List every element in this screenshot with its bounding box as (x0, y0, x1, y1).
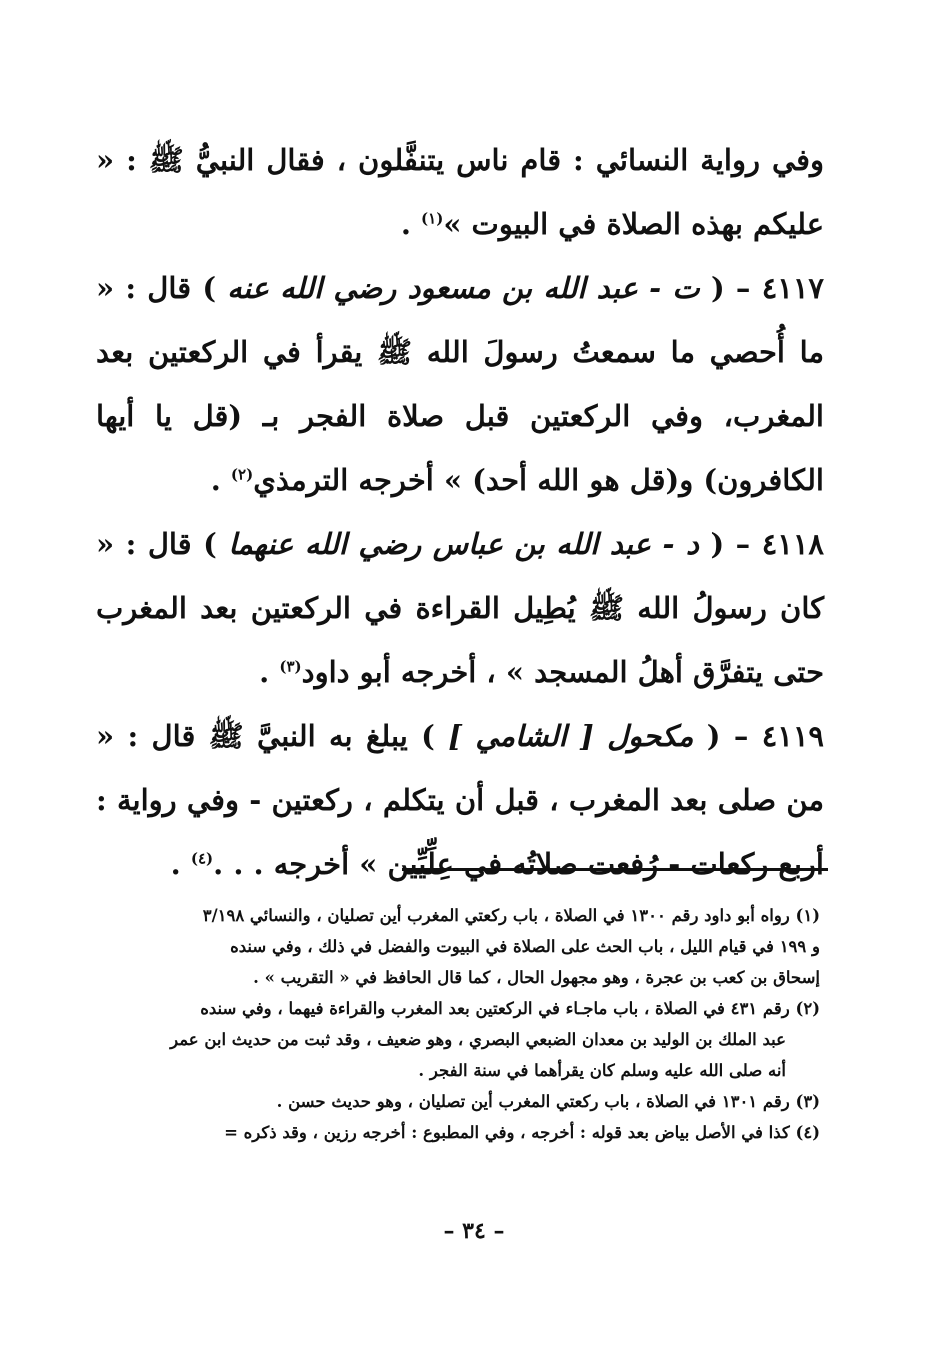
hadith-end: . (259, 655, 280, 689)
hadith-text: ) يبلغ به النبيَّ ﷺ قال : « من صلى بعد المغرب ، قبل أن يتكلم ، ركعتين - وفي رواية : أربع ركعات - رُفعت صلاتُه في عِلِّيِّين » أخرجه . . . (96, 719, 824, 881)
footnote-ref-2[interactable]: (٢) (230, 465, 254, 484)
hadith-dash: – ( (693, 719, 762, 753)
footnote-divider (402, 868, 828, 871)
main-text (96, 128, 824, 896)
hadith-text: ) قال : « ما أُحصي ما سمعتُ رسولَ الله ﷺ يقرأ في الركعتين بعد المغرب، وفي الركعتين قبل صلاة الفجر بـ (قل يا أيها الكافرون) و(قل هو الله أحد) » أخرجه الترمذي (96, 271, 824, 497)
footnote-3-line-1: (٣) رقم ١٣٠١ في الصلاة ، باب ركعتي المغرب أين تصليان ، وهو حديث حسن . (276, 1092, 820, 1111)
paragraph-nasai-narration (96, 128, 824, 256)
hadith-number: ٤١١٧ (761, 271, 824, 305)
footnote-2-line-2: عبد الملك بن الوليد بن معدان الضبعي البصري ، وهو ضعيف ، وقد ثبت من حديث ابن عمر (170, 1030, 786, 1049)
hadith-number: ٤١١٨ (761, 527, 824, 561)
footnote-ref-1[interactable]: (١) (421, 209, 444, 228)
hadith-number: ٤١١٩ (761, 719, 824, 753)
footnote-ref-3[interactable]: (٣) (279, 657, 302, 676)
hadith-narrator: د - عبد الله بن عباس رضي الله عنهما (228, 527, 699, 561)
hadith-end: . (210, 463, 231, 497)
footnote-ref-4[interactable]: (٤) (190, 849, 214, 868)
footnotes (96, 900, 820, 1148)
footnote-4-line-1: (٤) كذا في الأصل بياض بعد قوله : أخرجه ، وفي المطبوع : أخرجه رزين ، وقد ذكره = (224, 1123, 820, 1142)
hadith-4117 (96, 256, 824, 512)
footnote-2-line-3: أنه صلى الله عليه وسلم كان يقرأهما في سنة الفجر . (418, 1061, 786, 1080)
hadith-end: . (170, 847, 191, 881)
paragraph-end: . (400, 207, 422, 241)
footnote-1-line-3: إسحاق بن كعب بن عجرة ، وهو مجهول الحال ، كما قال الحافظ في « التقريب » . (253, 968, 820, 987)
hadith-text: ) قال : « كان رسولُ الله ﷺ يُطِيل القراءة في الركعتين بعد المغرب حتى يتفرَّق أهلُ المسجد » ، أخرجه أبو داود (96, 527, 824, 689)
footnote-1-line-2: و ١٩٩ في قيام الليل ، باب الحث على الصلاة في البيوت والفضل في ذلك ، وفي سنده (230, 937, 820, 956)
footnote-2-line-1: (٢) رقم ٤٣١ في الصلاة ، باب ماجـاء في الركعتين بعد المغرب والقراءة فيهما ، وفي سنده (200, 999, 820, 1018)
page-number: – ٣٤ – (443, 1218, 505, 1244)
hadith-dash: – ( (699, 271, 762, 305)
hadith-dash: – ( (698, 527, 762, 561)
hadith-narrator: مكحول [ الشامي ] (448, 719, 694, 753)
paragraph-text: وفي رواية النسائي : قام ناس يتنفَّلون ، فقال النبيُّ ﷺ : « عليكم بهذه الصلاة في البيوت » (96, 143, 824, 241)
hadith-4118 (96, 512, 824, 704)
footnote-1-line-1: (١) رواه أبو داود رقم ١٣٠٠ في الصلاة ، باب ركعتي المغرب أين تصليان ، والنسائي ٣/١٩٨ (202, 906, 820, 925)
hadith-narrator: ت - عبد الله بن مسعود رضي الله عنه (227, 271, 700, 305)
